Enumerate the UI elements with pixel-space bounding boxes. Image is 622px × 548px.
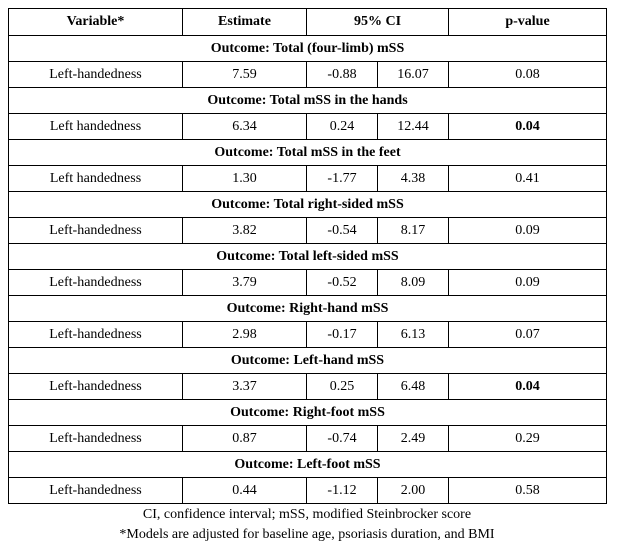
ci-high-cell: 2.00 [378, 478, 449, 504]
table-row [9, 426, 607, 452]
ci-high-cell: 2.49 [378, 426, 449, 452]
pvalue-cell: 0.04 [449, 114, 607, 140]
pvalue-cell: 0.29 [449, 426, 607, 452]
pvalue-cell: 0.04 [449, 374, 607, 400]
table-row [9, 114, 607, 140]
pvalue-cell: 0.08 [449, 62, 607, 88]
ci-low-cell: -0.74 [307, 426, 378, 452]
variable-cell: Left-handedness [9, 62, 183, 88]
variable-cell: Left handedness [9, 114, 183, 140]
pvalue-cell: 0.07 [449, 322, 607, 348]
ci-high-cell: 8.17 [378, 218, 449, 244]
pvalue-cell: 0.09 [449, 218, 607, 244]
pvalue-cell: 0.41 [449, 166, 607, 192]
footnote-abbreviations: CI, confidence interval; mSS, modified Steinbrocker score [142, 507, 472, 522]
table-body [9, 36, 607, 504]
ci-low-cell: 0.25 [307, 374, 378, 400]
outcome-label: Outcome: Total mSS in the feet [9, 140, 607, 166]
ci-high-cell: 6.48 [378, 374, 449, 400]
ci-low-cell: -0.17 [307, 322, 378, 348]
outcome-row [9, 36, 607, 62]
ci-high-cell: 12.44 [378, 114, 449, 140]
ci-high-cell: 6.13 [378, 322, 449, 348]
pvalue-cell: 0.58 [449, 478, 607, 504]
footnotes [8, 505, 606, 545]
header-row [9, 9, 607, 36]
table-row [9, 218, 607, 244]
outcome-row [9, 400, 607, 426]
outcome-label: Outcome: Total (four-limb) mSS [9, 36, 607, 62]
estimate-cell: 3.37 [183, 374, 307, 400]
table-row [9, 166, 607, 192]
outcome-row [9, 296, 607, 322]
variable-cell: Left handedness [9, 166, 183, 192]
variable-cell: Left-handedness [9, 322, 183, 348]
variable-cell: Left-handedness [9, 478, 183, 504]
variable-cell: Left-handedness [9, 270, 183, 296]
estimate-cell: 0.44 [183, 478, 307, 504]
estimate-cell: 2.98 [183, 322, 307, 348]
outcome-row [9, 192, 607, 218]
outcome-label: Outcome: Total left-sided mSS [9, 244, 607, 270]
ci-low-cell: -1.12 [307, 478, 378, 504]
outcome-label: Outcome: Total mSS in the hands [9, 88, 607, 114]
ci-low-cell: -0.52 [307, 270, 378, 296]
table-row [9, 270, 607, 296]
estimate-cell: 0.87 [183, 426, 307, 452]
outcome-row [9, 140, 607, 166]
ci-high-cell: 16.07 [378, 62, 449, 88]
outcome-row [9, 88, 607, 114]
header-pvalue: p-value [449, 9, 607, 36]
table-row [9, 478, 607, 504]
outcome-row [9, 348, 607, 374]
table-row [9, 322, 607, 348]
estimate-cell: 3.82 [183, 218, 307, 244]
table-row [9, 374, 607, 400]
header-ci: 95% CI [307, 9, 449, 36]
table-row [9, 62, 607, 88]
outcome-label: Outcome: Right-hand mSS [9, 296, 607, 322]
ci-low-cell: -1.77 [307, 166, 378, 192]
outcome-label: Outcome: Left-foot mSS [9, 452, 607, 478]
variable-cell: Left-handedness [9, 426, 183, 452]
ci-low-cell: -0.54 [307, 218, 378, 244]
estimate-cell: 6.34 [183, 114, 307, 140]
outcome-label: Outcome: Total right-sided mSS [9, 192, 607, 218]
results-table [8, 8, 607, 504]
ci-low-cell: 0.24 [307, 114, 378, 140]
estimate-cell: 3.79 [183, 270, 307, 296]
estimate-cell: 1.30 [183, 166, 307, 192]
ci-high-cell: 4.38 [378, 166, 449, 192]
variable-cell: Left-handedness [9, 218, 183, 244]
header-variable: Variable* [9, 9, 183, 36]
outcome-label: Outcome: Right-foot mSS [9, 400, 607, 426]
outcome-row [9, 244, 607, 270]
ci-low-cell: -0.88 [307, 62, 378, 88]
variable-cell: Left-handedness [9, 374, 183, 400]
pvalue-cell: 0.09 [449, 270, 607, 296]
outcome-row [9, 452, 607, 478]
estimate-cell: 7.59 [183, 62, 307, 88]
footnote-adjustment: *Models are adjusted for baseline age, psoriasis duration, and BMI [119, 527, 495, 542]
header-estimate: Estimate [183, 9, 307, 36]
outcome-label: Outcome: Left-hand mSS [9, 348, 607, 374]
ci-high-cell: 8.09 [378, 270, 449, 296]
